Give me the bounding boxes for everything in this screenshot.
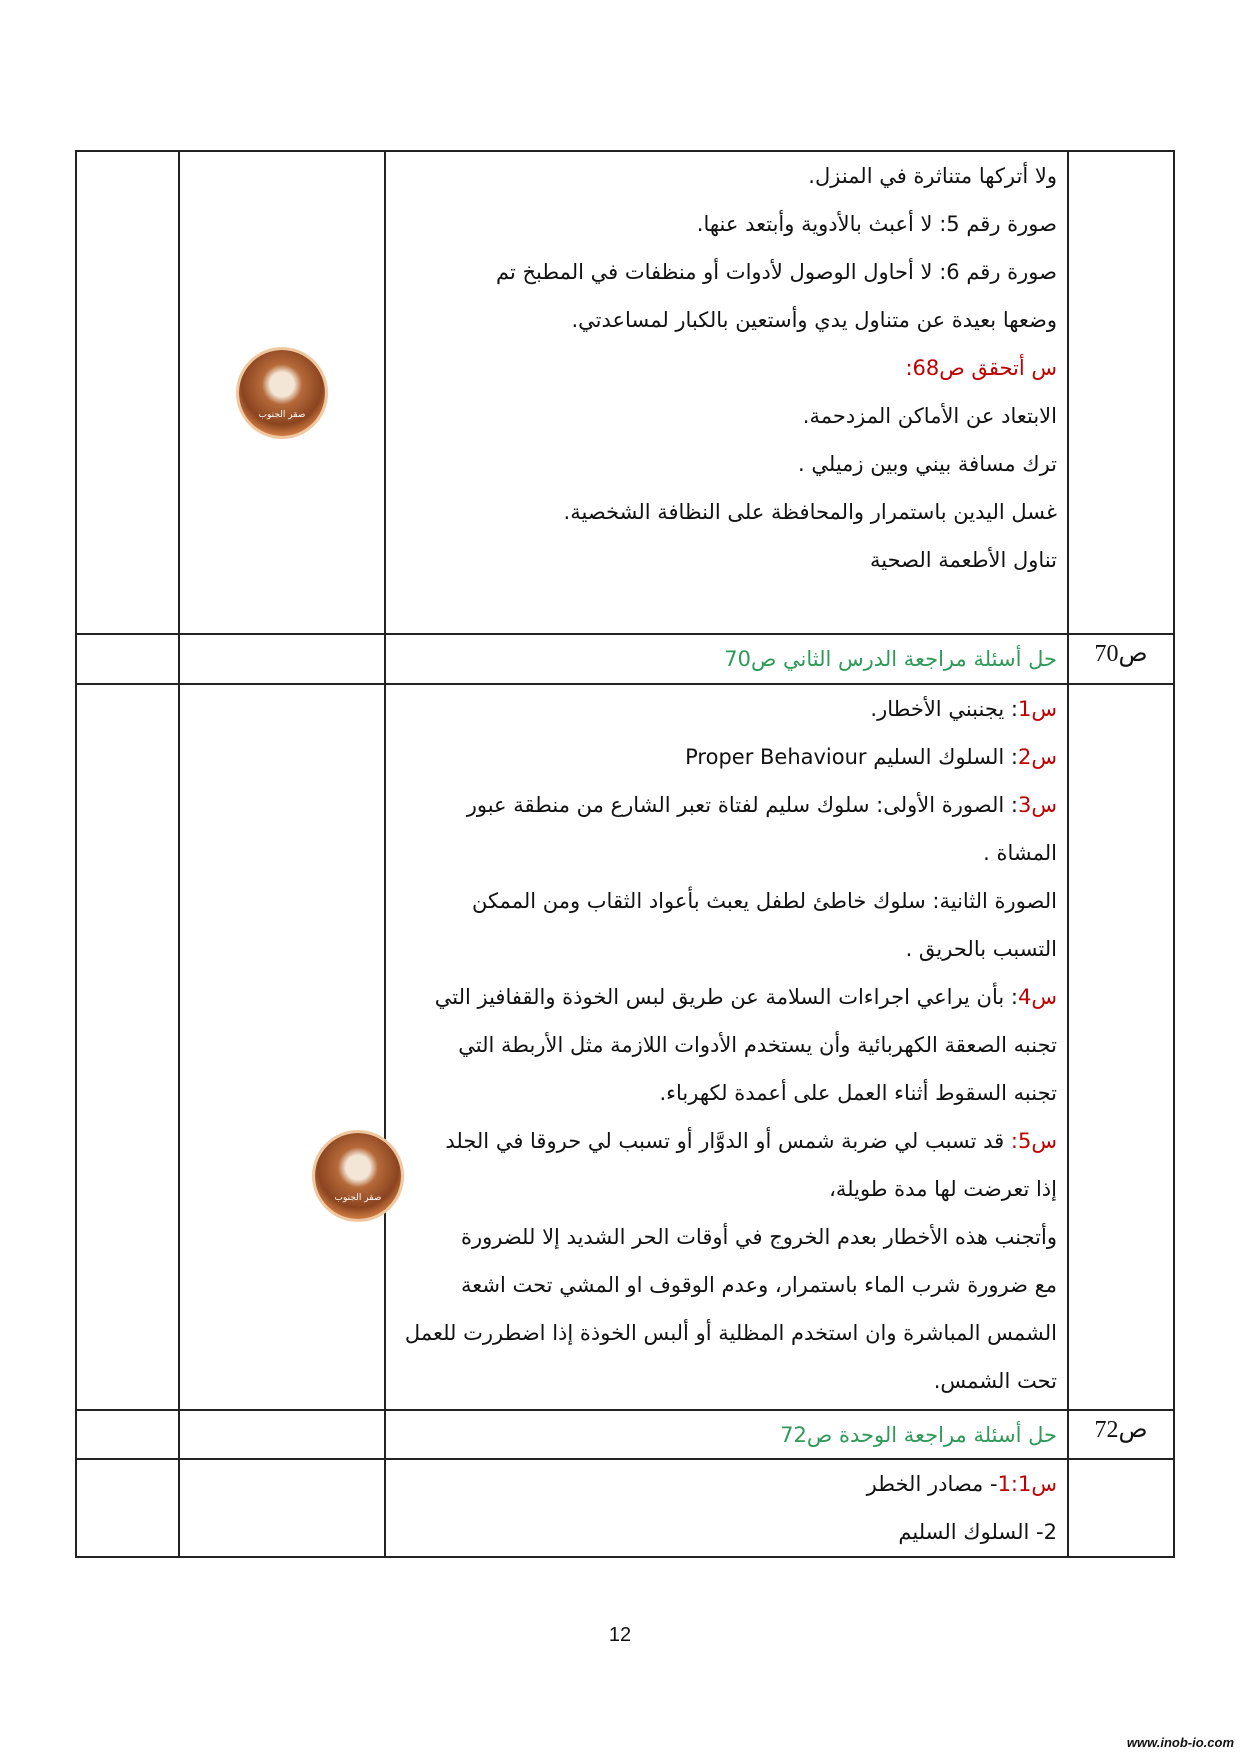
section-heading: حل أسئلة مراجعة الوحدة ص72 (384, 1411, 1067, 1458)
table-row (77, 1411, 1173, 1460)
empty-cell (178, 1460, 384, 1556)
empty-cell (178, 635, 384, 683)
text-line (396, 152, 1057, 200)
text-line (396, 1213, 1057, 1261)
text-line (396, 488, 1057, 536)
answer-text: : السلوك السليم Proper Behaviour (685, 745, 1018, 769)
answer-text: قد تسبب لي ضربة شمس أو الدوَّار أو تسبب لي حروقا في الجلد (445, 1129, 1011, 1153)
notes-cell (77, 685, 178, 1409)
answer-text: صورة رقم 5: لا أعبث بالأدوية وأبتعد عنها. (696, 212, 1057, 236)
answer-text: الصورة الثانية: سلوك خاطئ لطفل يعبث بأعواد الثقاب ومن الممكن (471, 889, 1057, 913)
question-label: س5: (1010, 1129, 1057, 1153)
answer-text: تجنبه الصعقة الكهربائية وأن يستخدم الأدوات اللازمة مثل الأربطة التي (458, 1033, 1057, 1057)
text-line (396, 973, 1057, 1021)
page-number: 12 (608, 1624, 632, 1646)
question-label: س1:1 (997, 1472, 1057, 1496)
answer-text: تجنبه السقوط أثناء العمل على أعمدة لكهرباء. (659, 1081, 1057, 1105)
question-label: س1 (1017, 697, 1057, 721)
table-row (77, 685, 1173, 1411)
answer-text: إذا تعرضت لها مدة طويلة، (829, 1177, 1057, 1201)
text-line (396, 1460, 1057, 1508)
falcon-logo (315, 1133, 401, 1219)
text-line (396, 781, 1057, 829)
answer-text: ولا أتركها متناثرة في المنزل. (808, 164, 1057, 188)
answer-text: وأتجنب هذه الأخطار بعدم الخروج في أوقات الحر الشديد إلا للضرورة (460, 1225, 1057, 1249)
answer-text: صورة رقم 6: لا أحاول الوصول لأدوات أو منظفات في المطبخ تم (496, 260, 1057, 284)
question-label: س4 (1017, 985, 1057, 1009)
page-ref: ص70 (1067, 635, 1173, 683)
content-cell (384, 1460, 1067, 1556)
logo-cell (178, 685, 384, 1409)
text-line (396, 296, 1057, 344)
text-line (396, 536, 1057, 584)
page-cell (1067, 152, 1173, 633)
answer-text: - مصادر الخطر (866, 1472, 998, 1496)
text-line (396, 925, 1057, 973)
logo-cell (178, 152, 384, 633)
text-line (396, 1309, 1057, 1357)
page-cell (1067, 1460, 1173, 1556)
answer-text: مع ضرورة شرب الماء باستمرار، وعدم الوقوف او المشي تحت اشعة (461, 1273, 1057, 1297)
answer-text: : بأن يراعي اجراءات السلامة عن طريق لبس الخوذة والقفافيز التي (434, 985, 1018, 1009)
text-line (396, 685, 1057, 733)
text-line (396, 1021, 1057, 1069)
empty-cell (178, 1411, 384, 1458)
text-line (396, 1508, 1057, 1556)
falcon-logo (239, 350, 325, 436)
answer-text: الشمس المباشرة وان استخدم المظلية أو ألبس الخوذة إذا اضطررت للعمل (404, 1321, 1057, 1345)
answer-text: 2- السلوك السليم (898, 1520, 1057, 1544)
answer-text: : الصورة الأولى: سلوك سليم لفتاة تعبر الشارع من منطقة عبور (466, 793, 1018, 817)
answer-text: وضعها بعيدة عن متناول يدي وأستعين بالكبار لمساعدتي. (571, 308, 1057, 332)
watermark: www.inob-io.com (1126, 1735, 1234, 1750)
answer-text: المشاة . (983, 841, 1057, 865)
table-row (77, 635, 1173, 685)
answer-text: غسل اليدين باستمرار والمحافظة على النظافة الشخصية. (563, 500, 1057, 524)
text-line (396, 344, 1057, 392)
page-cell (1067, 685, 1173, 1409)
text-line (396, 248, 1057, 296)
answer-text: تحت الشمس. (933, 1369, 1057, 1393)
question-label: س أتحقق ص68: (905, 356, 1057, 380)
empty-cell (77, 1411, 178, 1458)
answer-text: ترك مسافة بيني وبين زميلي . (798, 452, 1057, 476)
text-line (396, 829, 1057, 877)
notes-cell (77, 152, 178, 633)
answer-text: التسبب بالحريق . (905, 937, 1057, 961)
lesson-table (75, 150, 1175, 1558)
text-line (396, 440, 1057, 488)
text-line (396, 1117, 1057, 1165)
question-label: س2 (1017, 745, 1057, 769)
text-line (396, 1357, 1057, 1405)
page-ref: ص72 (1067, 1411, 1173, 1458)
empty-cell (77, 1460, 178, 1556)
text-line (396, 392, 1057, 440)
answer-text: تناول الأطعمة الصحية (870, 548, 1057, 572)
content-cell (384, 685, 1067, 1409)
answer-text: : يجنبني الأخطار. (870, 697, 1018, 721)
section-heading: حل أسئلة مراجعة الدرس الثاني ص70 (384, 635, 1067, 683)
empty-cell (77, 635, 178, 683)
text-line (396, 1261, 1057, 1309)
content-cell (384, 152, 1067, 633)
table-row (77, 152, 1173, 635)
text-line (396, 1165, 1057, 1213)
logo-text: صقر الجنوب (258, 409, 306, 420)
text-line (396, 1069, 1057, 1117)
table-row (77, 1460, 1173, 1556)
text-line (396, 733, 1057, 781)
answer-text: الابتعاد عن الأماكن المزدحمة. (802, 404, 1057, 428)
question-label: س3 (1017, 793, 1057, 817)
text-line (396, 877, 1057, 925)
text-line (396, 200, 1057, 248)
logo-text: صقر الجنوب (334, 1193, 382, 1203)
